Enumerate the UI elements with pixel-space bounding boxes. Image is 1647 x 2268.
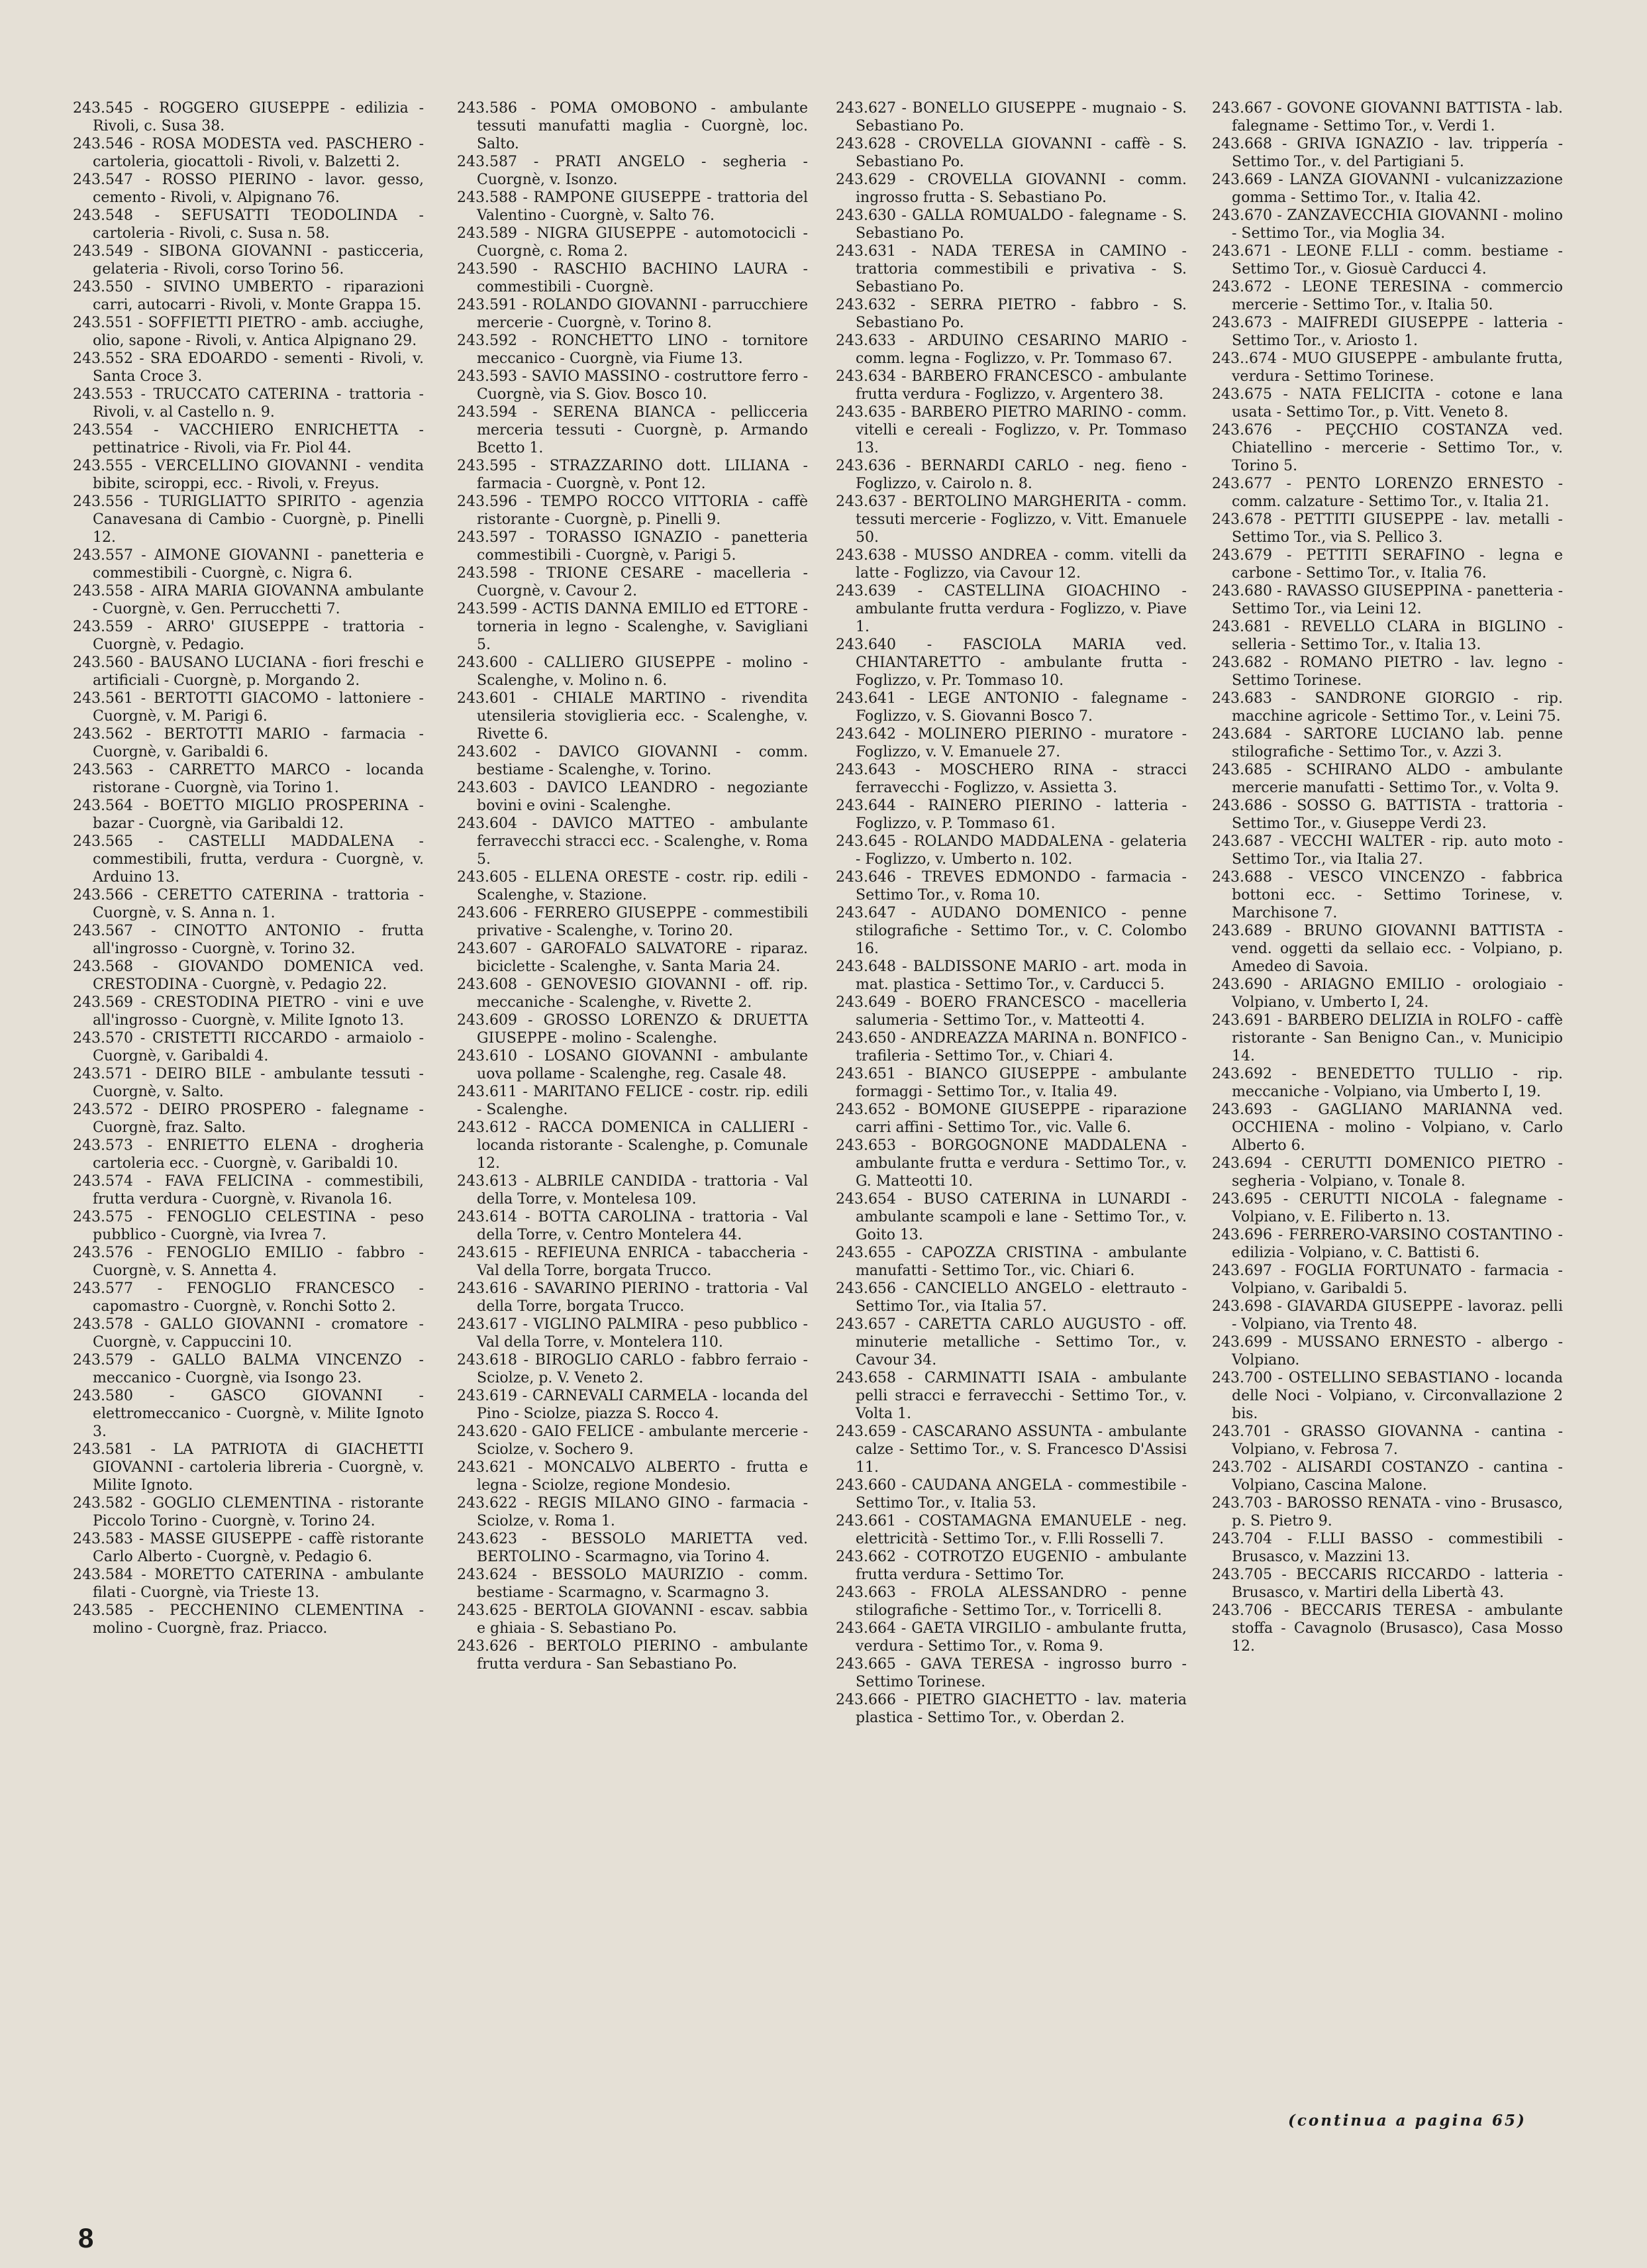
directory-entry: 243.634 - BARBERO FRANCESCO - ambulante frutta verdura - Foglizzo, v. Argentero 38. xyxy=(836,368,1187,403)
directory-entry: 243.607 - GAROFALO SALVATORE - riparaz. biciclette - Scalenghe, v. Santa Maria 24. xyxy=(457,941,808,975)
directory-entry: 243.664 - GAETA VIRGILIO - ambulante frutta, verdura - Settimo Tor., v. Roma 9. xyxy=(836,1620,1187,1655)
directory-entry: 243.545 - ROGGERO GIUSEPPE - edilizia - Rivoli, c. Susa 38. xyxy=(73,100,424,134)
directory-entry: 243.661 - COSTAMAGNA EMANUELE - neg. elettricità - Settimo Tor., v. F.lli Rosselli 7. xyxy=(836,1513,1187,1547)
directory-entry: 243.705 - BECCARIS RICCARDO - latteria - Brusasco, v. Martiri della Libertà 43. xyxy=(1212,1567,1563,1601)
directory-entry: 243.688 - VESCO VINCENZO - fabbrica bottoni ecc. - Settimo Torinese, v. Marchisone 7. xyxy=(1212,869,1563,921)
directory-entry: 243.647 - AUDANO DOMENICO - penne stilografiche - Settimo Tor., v. C. Colombo 16. xyxy=(836,905,1187,957)
directory-entry: 243.691 - BARBERO DELIZIA in ROLFO - caffè ristorante - San Benigno Can., v. Municipio 14. xyxy=(1212,1012,1563,1064)
directory-entry: 243.550 - SIVINO UMBERTO - riparazioni carri, autocarri - Rivoli, v. Monte Grappa 15. xyxy=(73,279,424,313)
directory-entry: 243.693 - GAGLIANO MARIANNA ved. OCCHIENA - molino - Volpiano, v. Carlo Alberto 6. xyxy=(1212,1102,1563,1154)
directory-entry: 243.595 - STRAZZARINO dott. LILIANA - farmacia - Cuorgnè, v. Pont 12. xyxy=(457,458,808,492)
directory-entry: 243.701 - GRASSO GIOVANNA - cantina - Volpiano, v. Febrosa 7. xyxy=(1212,1423,1563,1458)
directory-entry: 243.619 - CARNEVALI CARMELA - locanda del Pino - Sciolze, piazza S. Rocco 4. xyxy=(457,1388,808,1422)
directory-entry: 243.617 - VIGLINO PALMIRA - peso pubblico - Val della Torre, v. Montelera 110. xyxy=(457,1316,808,1351)
directory-entry: 243.591 - ROLANDO GIOVANNI - parrucchiere mercerie - Cuorgnè, v. Torino 8. xyxy=(457,297,808,331)
directory-entry: 243.549 - SIBONA GIOVANNI - pasticceria, gelateria - Rivoli, corso Torino 56. xyxy=(73,243,424,278)
directory-entry: 243.554 - VACCHIERO ENRICHETTA - pettinatrice - Rivoli, via Fr. Piol 44. xyxy=(73,422,424,456)
directory-entry: 243.678 - PETTITI GIUSEPPE - lav. metalli - Settimo Tor., via S. Pellico 3. xyxy=(1212,511,1563,546)
directory-entry: 243.682 - ROMANO PIETRO - lav. legno - Settimo Torinese. xyxy=(1212,654,1563,689)
directory-entry: 243.561 - BERTOTTI GIACOMO - lattoniere - Cuorgnè, v. M. Parigi 6. xyxy=(73,690,424,725)
directory-entry: 243.582 - GOGLIO CLEMENTINA - ristorante Piccolo Torino - Cuorgnè, v. Torino 24. xyxy=(73,1495,424,1529)
directory-entry: 243.699 - MUSSANO ERNESTO - albergo - Volpiano. xyxy=(1212,1334,1563,1368)
directory-entry: 243.706 - BECCARIS TERESA - ambulante stoffa - Cavagnolo (Brusasco), Casa Mosso 12. xyxy=(1212,1602,1563,1655)
directory-entry: 243.655 - CAPOZZA CRISTINA - ambulante manufatti - Settimo Tor., vic. Chiari 6. xyxy=(836,1245,1187,1279)
directory-entry: 243.651 - BIANCO GIUSEPPE - ambulante formaggi - Settimo Tor., v. Italia 49. xyxy=(836,1066,1187,1100)
directory-entry: 243.675 - NATA FELICITA - cotone e lana usata - Settimo Tor., p. Vitt. Veneto 8. xyxy=(1212,386,1563,421)
directory-entry: 243.672 - LEONE TERESINA - commercio mercerie - Settimo Tor., v. Italia 50. xyxy=(1212,279,1563,313)
directory-entry: 243.680 - RAVASSO GIUSEPPINA - panetteria - Settimo Tor., via Leini 12. xyxy=(1212,583,1563,617)
directory-entry: 243.576 - FENOGLIO EMILIO - fabbro - Cuorgnè, v. S. Annetta 4. xyxy=(73,1245,424,1279)
directory-entry: 243.657 - CARETTA CARLO AUGUSTO - off. minuterie metalliche - Settimo Tor., v. Cavour 34. xyxy=(836,1316,1187,1368)
directory-entry: 243.638 - MUSSO ANDREA - comm. vitelli da latte - Foglizzo, via Cavour 12. xyxy=(836,547,1187,582)
directory-entry: 243.581 - LA PATRIOTA di GIACHETTI GIOVANNI - cartoleria libreria - Cuorgnè, v. Milite Ignoto. xyxy=(73,1441,424,1494)
directory-entry: 243.683 - SANDRONE GIORGIO - rip. macchine agricole - Settimo Tor., v. Leini 75. xyxy=(1212,690,1563,725)
directory-entry: 243.690 - ARIAGNO EMILIO - orologiaio - Volpiano, v. Umberto I, 24. xyxy=(1212,976,1563,1011)
directory-entry: 243.669 - LANZA GIOVANNI - vulcanizzazione gomma - Settimo Tor., v. Italia 42. xyxy=(1212,172,1563,206)
directory-entry: 243.613 - ALBRILE CANDIDA - trattoria - Val della Torre, v. Montelesa 109. xyxy=(457,1173,808,1208)
directory-entry: 243.599 - ACTIS DANNA EMILIO ed ETTORE - torneria in legno - Scalenghe, v. Savigliani 5. xyxy=(457,601,808,653)
directory-entry: 243.606 - FERRERO GIUSEPPE - commestibili privative - Scalenghe, v. Torino 20. xyxy=(457,905,808,939)
directory-entry: 243.700 - OSTELLINO SEBASTIANO - locanda delle Noci - Volpiano, v. Circonvallazione 2 bis. xyxy=(1212,1370,1563,1422)
directory-entry: 243.600 - CALLIERO GIUSEPPE - molino - Scalenghe, v. Molino n. 6. xyxy=(457,654,808,689)
directory-entry: 243.640 - FASCIOLA MARIA ved. CHIANTARETTO - ambulante frutta - Foglizzo, v. Pr. Tommaso 10. xyxy=(836,637,1187,689)
directory-entry: 243.552 - SRA EDOARDO - sementi - Rivoli, v. Santa Croce 3. xyxy=(73,350,424,385)
directory-entry: 243.569 - CRESTODINA PIETRO - vini e uve all'ingrosso - Cuorgnè, v. Milite Ignoto 13. xyxy=(73,994,424,1029)
directory-entry: 243.702 - ALISARDI COSTANZO - cantina - Volpiano, Cascina Malone. xyxy=(1212,1459,1563,1494)
directory-entry: 243.704 - F.LLI BASSO - commestibili - Brusasco, v. Mazzini 13. xyxy=(1212,1531,1563,1565)
directory-entry: 243.662 - COTROTZO EUGENIO - ambulante frutta verdura - Settimo Tor. xyxy=(836,1549,1187,1583)
directory-entry: 243.695 - CERUTTI NICOLA - falegname - Volpiano, v. E. Filiberto n. 13. xyxy=(1212,1191,1563,1225)
directory-entry: 243.633 - ARDUINO CESARINO MARIO - comm. legna - Foglizzo, v. Pr. Tommaso 67. xyxy=(836,333,1187,367)
directory-entry: 243.658 - CARMINATTI ISAIA - ambulante pelli stracci e ferravecchi - Settimo Tor., v. Volta 1. xyxy=(836,1370,1187,1422)
directory-entry: 243.650 - ANDREAZZA MARINA n. BONFICO - trafileria - Settimo Tor., v. Chiari 4. xyxy=(836,1030,1187,1064)
column-1 xyxy=(73,99,424,1637)
directory-entry: 243.601 - CHIALE MARTINO - rivendita utensileria stoviglieria ecc. - Scalenghe, v. Rivette 6. xyxy=(457,690,808,743)
continuation-note: (continua a pagina 65) xyxy=(1288,2112,1526,2130)
directory-entry: 243.645 - ROLANDO MADDALENA - gelateria - Foglizzo, v. Umberto n. 102. xyxy=(836,833,1187,868)
directory-entry: 243.685 - SCHIRANO ALDO - ambulante mercerie manufatti - Settimo Tor., v. Volta 9. xyxy=(1212,762,1563,796)
directory-entry: 243.627 - BONELLO GIUSEPPE - mugnaio - S. Sebastiano Po. xyxy=(836,100,1187,134)
column-3 xyxy=(836,99,1187,1727)
directory-entry: 243.567 - CINOTTO ANTONIO - frutta all'ingrosso - Cuorgnè, v. Torino 32. xyxy=(73,923,424,957)
directory-entry: 243.605 - ELLENA ORESTE - costr. rip. edili - Scalenghe, v. Stazione. xyxy=(457,869,808,903)
directory-entry: 243.558 - AIRA MARIA GIOVANNA ambulante - Cuorgnè, v. Gen. Perrucchetti 7. xyxy=(73,583,424,617)
directory-entry: 243.676 - PEÇCHIO COSTANZA ved. Chiatellino - mercerie - Settimo Tor., v. Torino 5. xyxy=(1212,422,1563,474)
directory-entry: 243.653 - BORGOGNONE MADDALENA - ambulante frutta e verdura - Settimo Tor., v. G. Matteotti 10. xyxy=(836,1137,1187,1190)
directory-entry: 243.609 - GROSSO LORENZO & DRUETTA GIUSEPPE - molino - Scalenghe. xyxy=(457,1012,808,1047)
directory-entry: 243.614 - BOTTA CAROLINA - trattoria - Val della Torre, v. Centro Montelera 44. xyxy=(457,1209,808,1243)
directory-entry: 243.603 - DAVICO LEANDRO - negoziante bovini e ovini - Scalenghe. xyxy=(457,780,808,814)
directory-entry: 243.684 - SARTORE LUCIANO lab. penne stilografiche - Settimo Tor., v. Azzi 3. xyxy=(1212,726,1563,760)
directory-entry: 243.629 - CROVELLA GIOVANNI - comm. ingrosso frutta - S. Sebastiano Po. xyxy=(836,172,1187,206)
directory-entry: 243.679 - PETTITI SERAFINO - legna e carbone - Settimo Tor., v. Italia 76. xyxy=(1212,547,1563,582)
directory-entry: 243.562 - BERTOTTI MARIO - farmacia - Cuorgnè, v. Garibaldi 6. xyxy=(73,726,424,760)
directory-entry: 243.681 - REVELLO CLARA in BIGLINO - selleria - Settimo Tor., v. Italia 13. xyxy=(1212,619,1563,653)
directory-entry: 243.602 - DAVICO GIOVANNI - comm. bestiame - Scalenghe, v. Torino. xyxy=(457,744,808,778)
directory-entry: 243.649 - BOERO FRANCESCO - macelleria salumeria - Settimo Tor., v. Matteotti 4. xyxy=(836,994,1187,1029)
directory-entry: 243.553 - TRUCCATO CATERINA - trattoria - Rivoli, v. al Castello n. 9. xyxy=(73,386,424,421)
directory-entry: 243.648 - BALDISSONE MARIO - art. moda in mat. plastica - Settimo Tor., v. Carducci 5. xyxy=(836,958,1187,993)
directory-entry: 243.548 - SEFUSATTI TEODOLINDA - cartoleria - Rivoli, c. Susa n. 58. xyxy=(73,207,424,242)
directory-entry: 243.696 - FERRERO-VARSINO COSTANTINO - edilizia - Volpiano, v. C. Battisti 6. xyxy=(1212,1227,1563,1261)
directory-entry: 243.670 - ZANZAVECCHIA GIOVANNI - molino - Settimo Tor., via Moglia 34. xyxy=(1212,207,1563,242)
directory-entry: 243.594 - SERENA BIANCA - pellicceria merceria tessuti - Cuorgnè, p. Armando Bcetto 1. xyxy=(457,404,808,456)
directory-entry: 243.620 - GAIO FELICE - ambulante mercerie - Sciolze, v. Sochero 9. xyxy=(457,1423,808,1458)
directory-entry: 243.596 - TEMPO ROCCO VITTORIA - caffè ristorante - Cuorgnè, p. Pinelli 9. xyxy=(457,493,808,528)
directory-entry: 243.637 - BERTOLINO MARGHERITA - comm. tessuti mercerie - Foglizzo, v. Vitt. Emanuele 50. xyxy=(836,493,1187,546)
directory-entry: 243.643 - MOSCHERO RINA - stracci ferravecchi - Foglizzo, v. Assietta 3. xyxy=(836,762,1187,796)
directory-entry: 243.654 - BUSO CATERINA in LUNARDI - ambulante scampoli e lane - Settimo Tor., v. Goito 13. xyxy=(836,1191,1187,1243)
directory-entry: 243.556 - TURIGLIATTO SPIRITO - agenzia Canavesana di Cambio - Cuorgnè, p. Pinelli 12. xyxy=(73,493,424,546)
column-4 xyxy=(1212,99,1563,1655)
directory-entry: 243.625 - BERTOLA GIOVANNI - escav. sabbia e ghiaia - S. Sebastiano Po. xyxy=(457,1602,808,1637)
directory-entry: 243.557 - AIMONE GIOVANNI - panetteria e commestibili - Cuorgnè, c. Nigra 6. xyxy=(73,547,424,582)
directory-entry: 243.589 - NIGRA GIUSEPPE - automotocicli - Cuorgnè, c. Roma 2. xyxy=(457,225,808,260)
directory-entry: 243..674 - MUO GIUSEPPE - ambulante frutta, verdura - Settimo Torinese. xyxy=(1212,350,1563,385)
directory-entry: 243.593 - SAVIO MASSINO - costruttore ferro - Cuorgnè, via S. Giov. Bosco 10. xyxy=(457,368,808,403)
directory-entry: 243.642 - MOLINERO PIERINO - muratore - Foglizzo, v. V. Emanuele 27. xyxy=(836,726,1187,760)
directory-entry: 243.687 - VECCHI WALTER - rip. auto moto - Settimo Tor., via Italia 27. xyxy=(1212,833,1563,868)
directory-entry: 243.564 - BOETTO MIGLIO PROSPERINA - bazar - Cuorgnè, via Garibaldi 12. xyxy=(73,798,424,832)
directory-entry: 243.555 - VERCELLINO GIOVANNI - vendita bibite, sciroppi, ecc. - Rivoli, v. Freyus. xyxy=(73,458,424,492)
directory-entry: 243.697 - FOGLIA FORTUNATO - farmacia - Volpiano, v. Garibaldi 5. xyxy=(1212,1263,1563,1297)
directory-entry: 243.665 - GAVA TERESA - ingrosso burro - Settimo Torinese. xyxy=(836,1656,1187,1690)
directory-entry: 243.677 - PENTO LORENZO ERNESTO - comm. calzature - Settimo Tor., v. Italia 21. xyxy=(1212,476,1563,510)
directory-entry: 243.624 - BESSOLO MAURIZIO - comm. bestiame - Scarmagno, v. Scarmagno 3. xyxy=(457,1567,808,1601)
directory-entry: 243.660 - CAUDANA ANGELA - commestibile - Settimo Tor., v. Italia 53. xyxy=(836,1477,1187,1512)
directory-entry: 243.583 - MASSE GIUSEPPE - caffè ristorante Carlo Alberto - Cuorgnè, v. Pedagio 6. xyxy=(73,1531,424,1565)
directory-entry: 243.572 - DEIRO PROSPERO - falegname - Cuorgnè, fraz. Salto. xyxy=(73,1102,424,1136)
directory-entry: 243.618 - BIROGLIO CARLO - fabbro ferraio - Sciolze, p. V. Veneto 2. xyxy=(457,1352,808,1386)
directory-entry: 243.630 - GALLA ROMUALDO - falegname - S. Sebastiano Po. xyxy=(836,207,1187,242)
directory-entry: 243.698 - GIAVARDA GIUSEPPE - lavoraz. pelli - Volpiano, via Trento 48. xyxy=(1212,1298,1563,1333)
directory-entry: 243.590 - RASCHIO BACHINO LAURA - commestibili - Cuorgnè. xyxy=(457,261,808,295)
directory-entry: 243.652 - BOMONE GIUSEPPE - riparazione carri affini - Settimo Tor., vic. Valle 6. xyxy=(836,1102,1187,1136)
directory-entry: 243.577 - FENOGLIO FRANCESCO - capomastro - Cuorgnè, v. Ronchi Sotto 2. xyxy=(73,1280,424,1315)
directory-entry: 243.646 - TREVES EDMONDO - farmacia - Settimo Tor., v. Roma 10. xyxy=(836,869,1187,903)
directory-entry: 243.568 - GIOVANDO DOMENICA ved. CRESTODINA - Cuorgnè, v. Pedagio 22. xyxy=(73,958,424,993)
directory-entry: 243.616 - SAVARINO PIERINO - trattoria - Val della Torre, borgata Trucco. xyxy=(457,1280,808,1315)
directory-entry: 243.628 - CROVELLA GIOVANNI - caffè - S. Sebastiano Po. xyxy=(836,136,1187,170)
directory-entry: 243.573 - ENRIETTO ELENA - drogheria cartoleria ecc. - Cuorgnè, v. Garibaldi 10. xyxy=(73,1137,424,1172)
directory-entry: 243.621 - MONCALVO ALBERTO - frutta e legna - Sciolze, regione Mondesio. xyxy=(457,1459,808,1494)
directory-entry: 243.608 - GENOVESIO GIOVANNI - off. rip. meccaniche - Scalenghe, v. Rivette 2. xyxy=(457,976,808,1011)
directory-entry: 243.631 - NADA TERESA in CAMINO - trattoria commestibili e privativa - S. Sebastiano Po. xyxy=(836,243,1187,295)
directory-entry: 243.560 - BAUSANO LUCIANA - fiori freschi e artificiali - Cuorgnè, p. Morgando 2. xyxy=(73,654,424,689)
directory-entry: 243.671 - LEONE F.LLI - comm. bestiame - Settimo Tor., v. Giosuè Carducci 4. xyxy=(1212,243,1563,278)
directory-entry: 243.694 - CERUTTI DOMENICO PIETRO - segheria - Volpiano, v. Tonale 8. xyxy=(1212,1155,1563,1190)
directory-entry: 243.626 - BERTOLO PIERINO - ambulante frutta verdura - San Sebastiano Po. xyxy=(457,1638,808,1673)
directory-entry: 243.622 - REGIS MILANO GINO - farmacia - Sciolze, v. Roma 1. xyxy=(457,1495,808,1529)
directory-entry: 243.663 - FROLA ALESSANDRO - penne stilografiche - Settimo Tor., v. Torricelli 8. xyxy=(836,1584,1187,1619)
directory-entry: 243.563 - CARRETTO MARCO - locanda ristorane - Cuorgnè, via Torino 1. xyxy=(73,762,424,796)
directory-entry: 243.586 - POMA OMOBONO - ambulante tessuti manufatti maglia - Cuorgnè, loc. Salto. xyxy=(457,100,808,152)
directory-entry: 243.546 - ROSA MODESTA ved. PASCHERO - cartoleria, giocattoli - Rivoli, v. Balzetti 2. xyxy=(73,136,424,170)
directory-entry: 243.566 - CERETTO CATERINA - trattoria - Cuorgnè, v. S. Anna n. 1. xyxy=(73,887,424,921)
directory-entry: 243.689 - BRUNO GIOVANNI BATTISTA - vend. oggetti da sellaio ecc. - Volpiano, p. Amedeo di Savoia. xyxy=(1212,923,1563,975)
directory-entry: 243.588 - RAMPONE GIUSEPPE - trattoria del Valentino - Cuorgnè, v. Salto 76. xyxy=(457,189,808,224)
directory-entry: 243.592 - RONCHETTO LINO - tornitore meccanico - Cuorgnè, via Fiume 13. xyxy=(457,333,808,367)
directory-entry: 243.575 - FENOGLIO CELESTINA - peso pubblico - Cuorgnè, via Ivrea 7. xyxy=(73,1209,424,1243)
directory-entry: 243.547 - ROSSO PIERINO - lavor. gesso, cemento - Rivoli, v. Alpignano 76. xyxy=(73,172,424,206)
directory-entry: 243.692 - BENEDETTO TULLIO - rip. meccaniche - Volpiano, via Umberto I, 19. xyxy=(1212,1066,1563,1100)
directory-entry: 243.659 - CASCARANO ASSUNTA - ambulante calze - Settimo Tor., v. S. Francesco D'Assisi 11. xyxy=(836,1423,1187,1476)
directory-entry: 243.584 - MORETTO CATERINA - ambulante filati - Cuorgnè, via Trieste 13. xyxy=(73,1567,424,1601)
directory-entry: 243.673 - MAIFREDI GIUSEPPE - latteria - Settimo Tor., v. Ariosto 1. xyxy=(1212,315,1563,349)
directory-entry: 243.570 - CRISTETTI RICCARDO - armaiolo - Cuorgnè, v. Garibaldi 4. xyxy=(73,1030,424,1064)
directory-entry: 243.636 - BERNARDI CARLO - neg. fieno - Foglizzo, v. Cairolo n. 8. xyxy=(836,458,1187,492)
directory-entry: 243.641 - LEGE ANTONIO - falegname - Foglizzo, v. S. Giovanni Bosco 7. xyxy=(836,690,1187,725)
column-2 xyxy=(457,99,808,1673)
directory-entry: 243.666 - PIETRO GIACHETTO - lav. materia plastica - Settimo Tor., v. Oberdan 2. xyxy=(836,1692,1187,1726)
directory-entry: 243.604 - DAVICO MATTEO - ambulante ferravecchi stracci ecc. - Scalenghe, v. Roma 5. xyxy=(457,815,808,868)
directory-entry: 243.632 - SERRA PIETRO - fabbro - S. Sebastiano Po. xyxy=(836,297,1187,331)
directory-entry: 243.571 - DEIRO BILE - ambulante tessuti - Cuorgnè, v. Salto. xyxy=(73,1066,424,1100)
directory-entry: 243.559 - ARRO' GIUSEPPE - trattoria - Cuorgnè, v. Pedagio. xyxy=(73,619,424,653)
directory-entry: 243.668 - GRIVA IGNAZIO - lav. trippería - Settimo Tor., v. del Partigiani 5. xyxy=(1212,136,1563,170)
directory-entry: 243.580 - GASCO GIOVANNI - elettromeccanico - Cuorgnè, v. Milite Ignoto 3. xyxy=(73,1388,424,1440)
directory-entry: 243.574 - FAVA FELICINA - commestibili, frutta verdura - Cuorgnè, v. Rivanola 16. xyxy=(73,1173,424,1208)
directory-entry: 243.551 - SOFFIETTI PIETRO - amb. acciughe, olio, sapone - Rivoli, v. Antica Alpignano 29. xyxy=(73,315,424,349)
directory-entry: 243.703 - BAROSSO RENATA - vino - Brusasco, p. S. Pietro 9. xyxy=(1212,1495,1563,1529)
directory-entry: 243.610 - LOSANO GIOVANNI - ambulante uova pollame - Scalenghe, reg. Casale 48. xyxy=(457,1048,808,1082)
directory-entry: 243.585 - PECCHENINO CLEMENTINA - molino - Cuorgnè, fraz. Priacco. xyxy=(73,1602,424,1637)
directory-entry: 243.656 - CANCIELLO ANGELO - elettrauto - Settimo Tor., via Italia 57. xyxy=(836,1280,1187,1315)
directory-entry: 243.639 - CASTELLINA GIOACHINO - ambulante frutta verdura - Foglizzo, v. Piave 1. xyxy=(836,583,1187,635)
directory-entry: 243.565 - CASTELLI MADDALENA - commestibili, frutta, verdura - Cuorgnè, v. Arduino 13. xyxy=(73,833,424,886)
directory-entry: 243.612 - RACCA DOMENICA in CALLIERI - locanda ristorante - Scalenghe, p. Comunale 12. xyxy=(457,1119,808,1172)
directory-entry: 243.578 - GALLO GIOVANNI - cromatore - Cuorgnè, v. Cappuccini 10. xyxy=(73,1316,424,1351)
directory-entry: 243.611 - MARITANO FELICE - costr. rip. edili - Scalenghe. xyxy=(457,1084,808,1118)
directory-entry: 243.598 - TRIONE CESARE - macelleria - Cuorgnè, v. Cavour 2. xyxy=(457,565,808,599)
directory-entry: 243.644 - RAINERO PIERINO - latteria - Foglizzo, v. P. Tommaso 61. xyxy=(836,798,1187,832)
directory-entry: 243.686 - SOSSO G. BATTISTA - trattoria - Settimo Tor., v. Giuseppe Verdi 23. xyxy=(1212,798,1563,832)
page-number: 8 xyxy=(78,2222,94,2253)
directory-entry: 243.635 - BARBERO PIETRO MARINO - comm. vitelli e cereali - Foglizzo, v. Pr. Tommaso 13. xyxy=(836,404,1187,456)
directory-entry: 243.587 - PRATI ANGELO - segheria - Cuorgnè, v. Isonzo. xyxy=(457,154,808,188)
directory-entry: 243.579 - GALLO BALMA VINCENZO - meccanico - Cuorgnè, via Isongo 23. xyxy=(73,1352,424,1386)
directory-entry: 243.623 - BESSOLO MARIETTA ved. BERTOLINO - Scarmagno, via Torino 4. xyxy=(457,1531,808,1565)
directory-entry: 243.667 - GOVONE GIOVANNI BATTISTA - lab. falegname - Settimo Tor., v. Verdi 1. xyxy=(1212,100,1563,134)
directory-entry: 243.597 - TORASSO IGNAZIO - panetteria commestibili - Cuorgnè, v. Parigi 5. xyxy=(457,529,808,564)
directory-entry: 243.615 - REFIEUNA ENRICA - tabaccheria - Val della Torre, borgata Trucco. xyxy=(457,1245,808,1279)
